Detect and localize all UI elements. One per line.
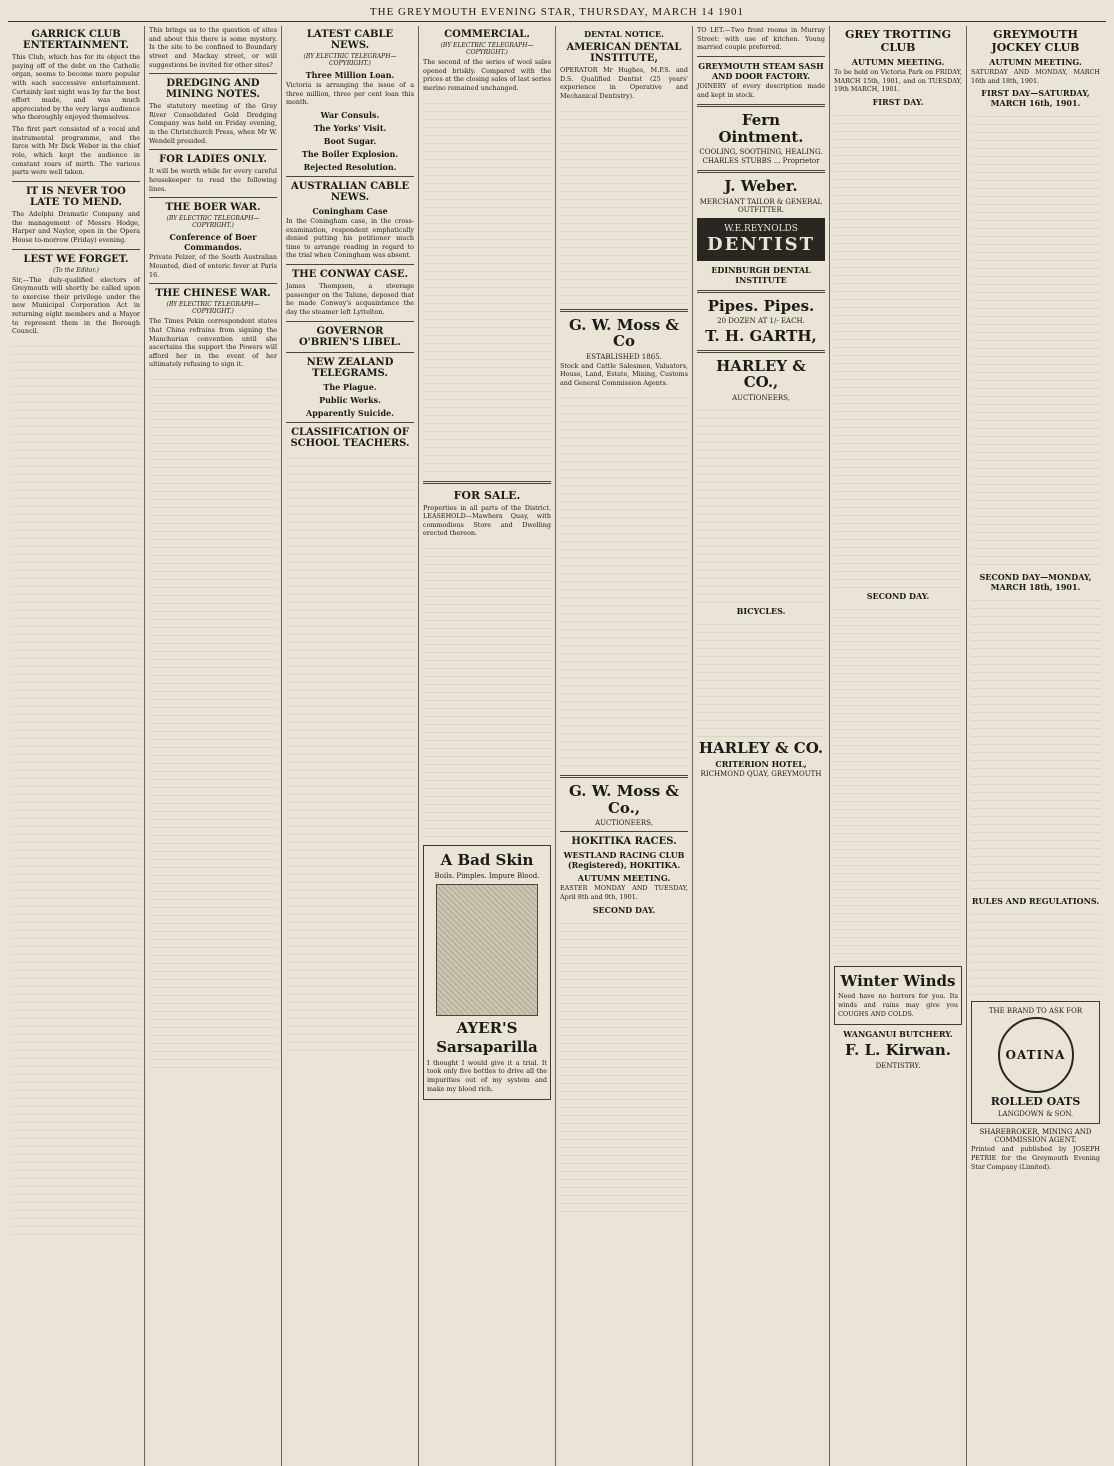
imprint: Printed and published by JOSEPH PETRIE for the Greymouth Evening Star Company (Limited). — [971, 1145, 1100, 1171]
subheadline: AUTUMN MEETING. — [577, 873, 671, 884]
subheadline: Boot Sugar. — [323, 135, 377, 146]
subheadline: BICYCLES. — [736, 605, 786, 616]
column-5 — [556, 26, 693, 1466]
body-text: This brings us to the question of sites and about this there is some mystery. Is the site to be confined to Boundary street and Mackay street, or will suggestions be invited for other sites? — [149, 26, 277, 69]
dentist-name: W.E.REYNOLDS — [724, 223, 798, 234]
subheadline: Apparently Suicide. — [306, 407, 394, 418]
dentist-title: DENTIST — [707, 233, 815, 255]
body-text: This Club, which has for its object the paying off of the debt on the Catholic organ, seems to become more popular with each successive entertainment. Certainly last night was by far the best effort made, and was much appreciated by the very large audience who thoroughly enjoyed themselves. — [12, 53, 140, 122]
ad-title: Pipes. Pipes. — [707, 296, 815, 315]
headline: GREYMOUTH JOCKEY CLUB — [991, 28, 1080, 54]
ad-title: HARLEY & CO. — [698, 738, 824, 757]
text-block — [149, 372, 277, 1072]
subheadline: Coningham Case — [312, 205, 388, 216]
text-block — [834, 602, 962, 962]
body-text: The Times Pekin correspondent states that China refrains from signing the Manchurian convention until she ascertains the support the Powers will afford her in the event of her ultimately refusing to sign it. — [149, 317, 277, 369]
ad-subtitle: RICHMOND QUAY, GREYMOUTH — [700, 770, 822, 779]
subheadline: AUTUMN MEETING. — [989, 57, 1082, 67]
subheadline: GREYMOUTH STEAM SASH AND DOOR FACTORY. — [698, 60, 824, 81]
ad-subtitle: AUCTIONEERS, — [595, 819, 653, 828]
body-text: James Thompson, a steerage passenger on the Talune, deposed that he made Conway's acquaintance the day the steamer left Lyttelton. — [286, 282, 414, 317]
subheadline: The Plague. — [323, 381, 377, 392]
headline: AMERICAN DENTAL INSTITUTE, — [566, 42, 682, 64]
ad-subtitle: MERCHANT TAILOR & GENERAL OUTFITTER. — [699, 197, 823, 214]
text-block — [697, 403, 825, 603]
body-text: Victoria is arranging the issue of a three million, three per cent loan this month. — [286, 81, 414, 107]
ad-title: F. L. Kirwan. — [845, 1041, 951, 1060]
ad-subtitle: THE BRAND TO ASK FOR — [988, 1007, 1083, 1016]
advertisement-winter-winds — [834, 966, 962, 1025]
body-text: The second of the series of wool sales opened briskly. Compared with the prices at the closing sales of last series merino remained unchanged. — [423, 58, 551, 92]
headline: IT IS NEVER TOO LATE TO MEND. — [26, 185, 126, 208]
column-8 — [967, 26, 1104, 1466]
ad-title: HARLEY & CO., — [716, 356, 806, 392]
headline: GREY TROTTING CLUB — [844, 28, 952, 54]
headline: THE CONWAY CASE. — [291, 269, 409, 281]
ad-proprietor: CHARLES STUBBS ... Proprietor — [702, 157, 820, 166]
ad-title: J. Weber. — [724, 177, 798, 196]
subhead: (BY ELECTRIC TELEGRAPH—COPYRIGHT.) — [166, 215, 260, 230]
ad-subtitle: Boils. Pimples. Impure Blood. — [434, 871, 540, 880]
text-block — [971, 593, 1100, 893]
subheadline: SECOND DAY. — [866, 590, 930, 601]
body-text: In the Coningham case, in the cross-examination, respondent emphatically denied putting his petitioner much time to arrange reading in regard to the trial when Coningham was absent. — [286, 216, 414, 260]
subhead: (BY ELECTRIC TELEGRAPH—COPYRIGHT.) — [166, 301, 260, 316]
subheadline: The Yorks' Visit. — [313, 122, 387, 133]
headline: COMMERCIAL. — [444, 29, 530, 40]
ad-title: A Bad Skin — [440, 851, 534, 870]
ad-subtitle: AUCTIONEERS, — [732, 393, 790, 402]
portrait-illustration — [436, 884, 538, 1016]
ad-title: Winter Winds — [840, 971, 956, 990]
subhead: (BY ELECTRIC TELEGRAPH—COPYRIGHT.) — [303, 53, 397, 67]
masthead: THE GREYMOUTH EVENING STAR, THURSDAY, MARCH 14 1901 — [8, 6, 1106, 22]
body-text: Stock and Cattle Salesmen, Valuators, House, Land, Estate, Mining, Customs and General Commission Agents. — [560, 361, 688, 387]
text-block — [971, 907, 1100, 997]
text-block — [560, 390, 688, 770]
ad-maker: LANGDOWN & SON. — [997, 1110, 1074, 1119]
headline: LATEST CABLE NEWS. — [306, 29, 394, 51]
ad-title: ROLLED OATS — [990, 1095, 1081, 1109]
dentist-advertisement — [697, 218, 825, 261]
text-block — [834, 108, 962, 588]
columns — [8, 26, 1106, 1466]
ad-subtitle: SHAREBROKER, MINING AND COMMISSION AGENT. — [979, 1128, 1092, 1145]
body-text: Private Pelzer, of the South Australian Mounted, died of enteric fever at Paris 16. — [149, 253, 277, 279]
headline: THE CHINESE WAR. — [155, 288, 271, 300]
body-text: JOINERY of every description made and kept in stock. — [697, 81, 825, 99]
text-block — [971, 109, 1100, 569]
headline: CLASSIFICATION OF SCHOOL TEACHERS. — [290, 426, 410, 449]
ad-subtitle: ESTABLISHED 1865. — [586, 352, 662, 361]
ad-brand: AYER'S — [456, 1018, 518, 1037]
subheadline: WANGANUI BUTCHERY. — [843, 1029, 953, 1040]
subheadline: RULES AND REGULATIONS. — [971, 896, 1100, 907]
subheadline: Rejected Resolution. — [303, 161, 397, 172]
body-text: The first part consisted of a vocal and instrumental programme, and the farce with Mr Dick Weber in the chief role, which kept the audience in constant roars of mirth. The various parts were well taken. — [12, 125, 140, 177]
subhead: (BY ELECTRIC TELEGRAPH—COPYRIGHT.) — [440, 42, 534, 56]
headline: FOR SALE. — [453, 488, 521, 502]
subheadline: The Boiler Explosion. — [301, 148, 399, 159]
headline: AUSTRALIAN CABLE NEWS. — [290, 180, 410, 203]
body-text: It will be worth while for every careful housekeeper to read the following lines. — [149, 167, 277, 193]
subheadline: SECOND DAY. — [592, 904, 656, 915]
body-text: Properties in all parts of the District. LEASEHOLD—Mawhera Quay, with commodious Store and Dwelling erected thereon. — [423, 503, 551, 538]
body-text: OPERATOR Mr Hughes, M.P.S. and D.S. Qualified Dentist (25 years' experience in Operative and Mechanical Dentistry). — [560, 66, 688, 100]
subheadline: FIRST DAY—SATURDAY, MARCH 16th, 1901. — [981, 88, 1090, 109]
subheadline: Conference of Boer Commandos. — [169, 232, 257, 253]
body-text: The statutory meeting of the Grey River Consolidated Gold Dredging Company was held on Friday evening, in the Christchurch Press, when Mr W. Wendell presided. — [149, 102, 277, 145]
text-block — [12, 339, 140, 1239]
headline: FOR LADIES ONLY. — [159, 154, 267, 166]
text-block — [286, 451, 414, 1051]
ad-brand: Sarsaparilla — [436, 1038, 538, 1057]
ad-subtitle: COOLING, SOOTHING, HEALING. — [699, 148, 823, 157]
column-2 — [145, 26, 282, 1466]
column-6 — [693, 26, 830, 1466]
ad-title: Fern Ointment. — [718, 111, 804, 146]
body-text: Need have no horrors for you. Its winds and rains may give you COUGHS AND COLDS. — [838, 992, 958, 1018]
body-text: TO LET.—Two front rooms in Murray Street: with use of kitchen. Young married couple preferred. — [697, 26, 825, 52]
headline: GOVERNOR O'BRIEN'S LIBEL. — [298, 325, 402, 348]
body-text: The Adelphi Dramatic Company and the management of Messrs Hodge, Harper and Naylor, open in the Opera House to-morrow (Friday) evening. — [12, 209, 140, 244]
text-block — [423, 541, 551, 841]
subheadline: FIRST DAY. — [872, 96, 924, 107]
subheadline: EDINBURGH DENTAL INSTITUTE — [711, 264, 811, 285]
subheadline: WESTLAND RACING CLUB (Registered), HOKITIKA. — [563, 850, 685, 871]
headline: NEW ZEALAND TELEGRAMS. — [306, 356, 394, 379]
advertisement-oatina — [971, 1001, 1100, 1124]
text-block — [560, 104, 688, 304]
column-1 — [8, 26, 145, 1466]
subheadline: War Consuls. — [320, 109, 380, 120]
headline: GARRICK CLUB ENTERTAINMENT. — [23, 29, 129, 51]
column-3 — [282, 26, 419, 1466]
body-text: I thought I would give it a trial. It took only five bottles to drive all the impurities out of my system and make my blood rich. — [427, 1058, 547, 1093]
text-block — [697, 617, 825, 737]
text-block — [423, 96, 551, 476]
ad-title: G. W. Moss & Co — [569, 315, 679, 351]
subheadline: CRITERION HOTEL, — [715, 759, 807, 770]
body-text: EASTER MONDAY AND TUESDAY, April 8th and 9th, 1901. — [560, 884, 688, 902]
subheadline: Public Works. — [319, 394, 381, 405]
oatina-badge: OATINA — [998, 1017, 1074, 1093]
ad-title: G. W. Moss & Co., — [569, 782, 679, 817]
headline: THE BOER WAR. — [165, 202, 261, 214]
subheadline: SECOND DAY—MONDAY, MARCH 18th, 1901. — [979, 572, 1092, 593]
headline: LEST WE FORGET. — [23, 253, 129, 265]
advertisement-ayers — [423, 845, 551, 1100]
text-block — [560, 916, 688, 1216]
body-text: SATURDAY AND MONDAY, MARCH 16th and 18th, 1901. — [971, 68, 1100, 85]
ad-subtitle: 20 DOZEN AT 1/- EACH. — [717, 317, 805, 326]
ad-title: T. H. GARTH, — [705, 327, 817, 346]
body-text: To be held on Victoria Park on FRIDAY, MARCH 15th, 1901, and on TUESDAY, 19th MARCH, 1901. — [834, 68, 962, 94]
ad-subtitle: DENTISTRY. — [875, 1061, 921, 1070]
headline: HOKITIKA RACES. — [571, 836, 677, 848]
headline: DREDGING AND MINING NOTES. — [166, 78, 260, 101]
subhead: (To the Editor.) — [53, 266, 99, 274]
column-4 — [419, 26, 556, 1466]
body-text: Sir,—The duly-qualified electors of Greymouth will shortly be called upon to exercise their privilege under the new Municipal Corporation Act in returning eight members and a Mayor to represent them in the Borough Council. — [12, 275, 140, 336]
column-7 — [830, 26, 967, 1466]
subheadline: Three Million Loan. — [305, 70, 395, 80]
subheadline: DENTAL NOTICE. — [584, 29, 664, 39]
subheadline: AUTUMN MEETING. — [851, 57, 945, 67]
